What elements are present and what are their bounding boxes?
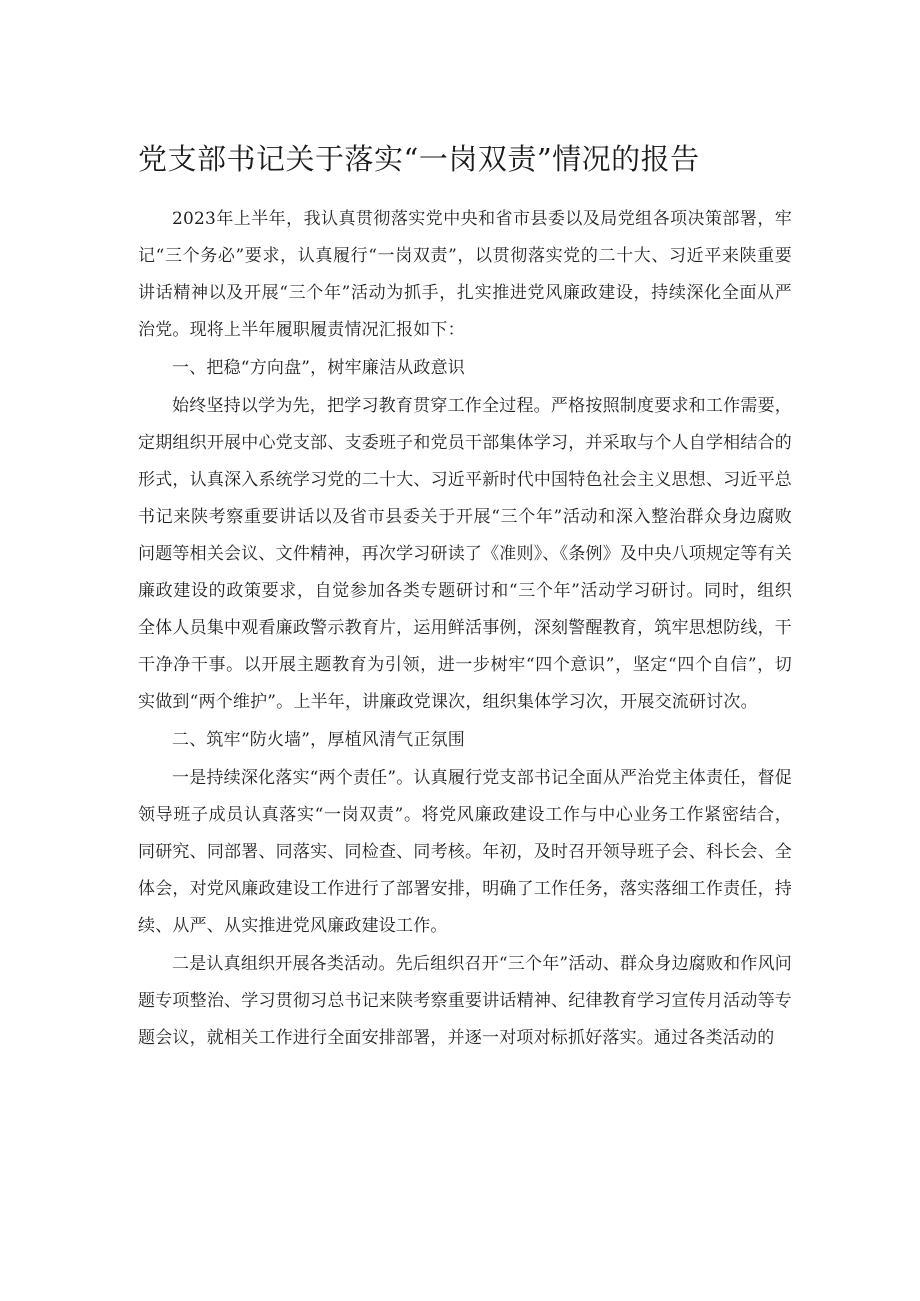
document-title: 党支部书记关于落实“一岗双责”情况的报告: [138, 142, 700, 176]
document-body: [138, 201, 792, 1057]
paragraph-section-2-point-2: 二是认真组织开展各类活动。先后组织召开“三个年”活动、群众身边腐败和作风问题专项整治、学习贯彻习总书记来陕考察重要讲话精神、纪律教育学习宣传月活动等专题会议，就相关工作进行全面安排部署，并逐一对项对标抓好落实。通过各类活动的: [138, 954, 792, 1048]
paragraph-section-2-point-1: 一是持续深化落实“两个责任”。认真履行党支部书记全面从严治党主体责任，督促领导班子成员认真落实“一岗双责”。将党风廉政建设工作与中心业务工作紧密结合，同研究、同部署、同落实、同检查、同考核。年初，及时召开领导班子会、科长会、全体会，对党风廉政建设工作进行了部署安排，明确了工作任务，落实落细工作责任，持续、从严、从实推进党风廉政建设工作。: [138, 768, 792, 936]
section-heading-2: 二、筑牢“防火墙”，厚植风清气正氛围: [172, 730, 465, 750]
paragraph-section-1: 始终坚持以学为先，把学习教育贯穿工作全过程。严格按照制度要求和工作需要，定期组织开展中心党支部、支委班子和党员干部集体学习，并采取与个人自学相结合的形式，认真深入系统学习党的二十大、习近平新时代中国特色社会主义思想、习近平总书记来陕考察重要讲话以及省市县委关于开展“三个年”活动和深入整治群众身边腐败问题等相关会议、文件精神，再次学习研读了《准则》、《条例》及中央八项规定等有关廉政建设的政策要求，自觉参加各类专题研讨和“三个年”活动学习研讨。同时，组织全体人员集中观看廉政警示教育片，运用鲜活事例，深刻警醒教育，筑牢思想防线，干干净净干事。以开展主题教育为引领，进一步树牢“四个意识”，坚定“四个自信”，切实做到“两个维护”。上半年，讲廉政党课次，组织集体学习次，开展交流研讨次。: [138, 396, 792, 712]
paragraph-intro: 2023年上半年，我认真贯彻落实党中央和省市县委以及局党组各项决策部署，牢记“三个务必”要求，认真履行“一岗双责”，以贯彻落实党的二十大、习近平来陕重要讲话精神以及开展“三个年”活动为抓手，扎实推进党风廉政建设，持续深化全面从严治党。现将上半年履职履责情况汇报如下：: [138, 209, 792, 340]
section-heading-1: 一、把稳“方向盘”，树牢廉洁从政意识: [172, 358, 465, 378]
